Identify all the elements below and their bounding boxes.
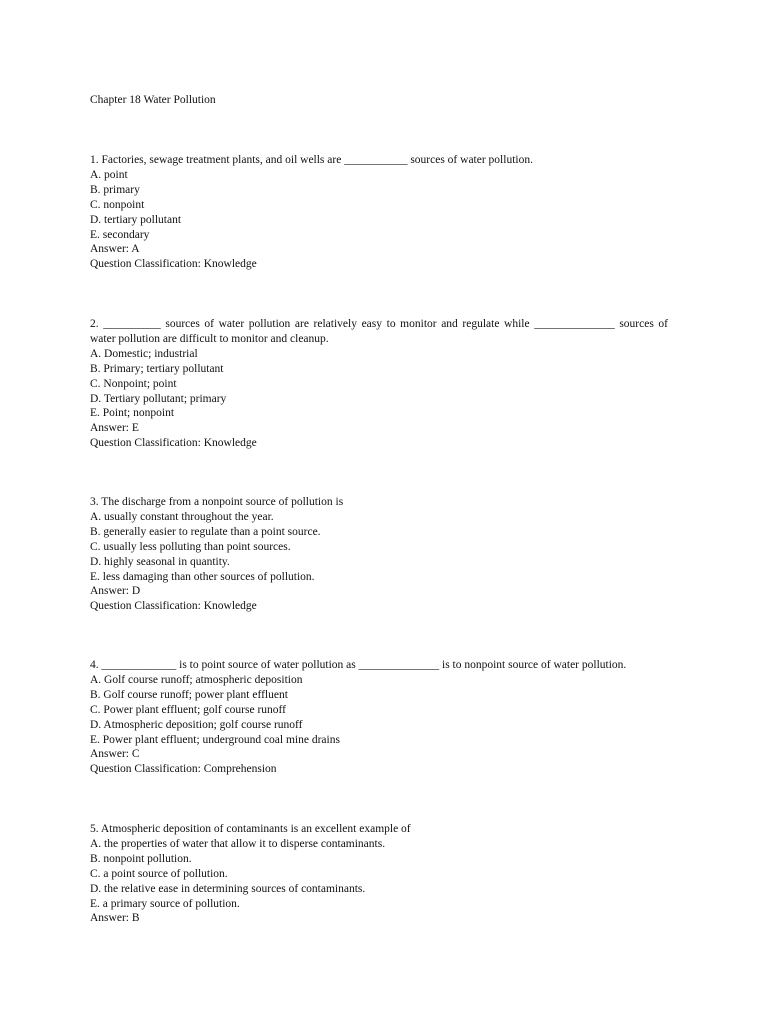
question-stem: 3. The discharge from a nonpoint source of pollution is bbox=[90, 496, 344, 508]
answer-option: D. highly seasonal in quantity. bbox=[90, 555, 230, 568]
answer-option: D. Tertiary pollutant; primary bbox=[90, 392, 227, 405]
question-1 bbox=[90, 153, 668, 272]
answer-key: Answer: E bbox=[90, 422, 139, 435]
answer-option: D. tertiary pollutant bbox=[90, 213, 182, 226]
answer-key: Answer: D bbox=[90, 585, 141, 598]
answer-option: C. Nonpoint; point bbox=[90, 377, 177, 390]
answer-option: A. the properties of water that allow it to disperse contaminants. bbox=[90, 837, 386, 850]
answer-option: C. a point source of pollution. bbox=[90, 867, 228, 880]
answer-option: E. Point; nonpoint bbox=[90, 407, 175, 420]
question-stem: 5. Atmospheric deposition of contaminants is an excellent example of bbox=[90, 823, 411, 835]
question-classification: Question Classification: Knowledge bbox=[90, 600, 257, 613]
question-stem: 2. __________ sources of water pollution are relatively easy to monitor and regulate while ______________ sources of water pollution are difficult to monitor and cleanup. bbox=[90, 318, 668, 345]
question-stem: 4. _____________ is to point source of water pollution as ______________ is to nonpoint source of water pollution. bbox=[90, 659, 627, 671]
answer-option: A. Golf course runoff; atmospheric deposition bbox=[90, 673, 303, 686]
question-classification: Question Classification: Knowledge bbox=[90, 258, 257, 271]
answer-option: C. nonpoint bbox=[90, 198, 145, 211]
answer-option: B. nonpoint pollution. bbox=[90, 852, 192, 865]
answer-option: A. Domestic; industrial bbox=[90, 347, 198, 360]
answer-option: E. secondary bbox=[90, 228, 150, 241]
answer-option: A. point bbox=[90, 168, 128, 181]
question-2 bbox=[90, 317, 668, 451]
answer-key: Answer: B bbox=[90, 912, 140, 925]
answer-key: Answer: C bbox=[90, 748, 140, 761]
answer-option: B. Primary; tertiary pollutant bbox=[90, 362, 224, 375]
page-title: Chapter 18 Water Pollution bbox=[90, 94, 216, 106]
answer-option: D. the relative ease in determining sources of contaminants. bbox=[90, 882, 366, 895]
question-4 bbox=[90, 658, 668, 777]
answer-option: D. Atmospheric deposition; golf course runoff bbox=[90, 718, 303, 731]
answer-option: E. a primary source of pollution. bbox=[90, 897, 240, 910]
answer-option: B. generally easier to regulate than a point source. bbox=[90, 525, 321, 538]
answer-key: Answer: A bbox=[90, 243, 140, 256]
answer-option: C. usually less polluting than point sources. bbox=[90, 540, 291, 553]
question-5 bbox=[90, 822, 668, 926]
question-3 bbox=[90, 495, 668, 614]
answer-option: B. Golf course runoff; power plant effluent bbox=[90, 688, 288, 701]
answer-option: E. Power plant effluent; underground coal mine drains bbox=[90, 733, 340, 746]
question-classification: Question Classification: Knowledge bbox=[90, 437, 257, 450]
answer-option: C. Power plant effluent; golf course runoff bbox=[90, 703, 286, 716]
answer-option: B. primary bbox=[90, 183, 140, 196]
question-stem: 1. Factories, sewage treatment plants, and oil wells are ___________ sources of water pollution. bbox=[90, 154, 533, 166]
answer-option: E. less damaging than other sources of pollution. bbox=[90, 570, 315, 583]
question-classification: Question Classification: Comprehension bbox=[90, 763, 277, 776]
answer-option: A. usually constant throughout the year. bbox=[90, 510, 274, 523]
